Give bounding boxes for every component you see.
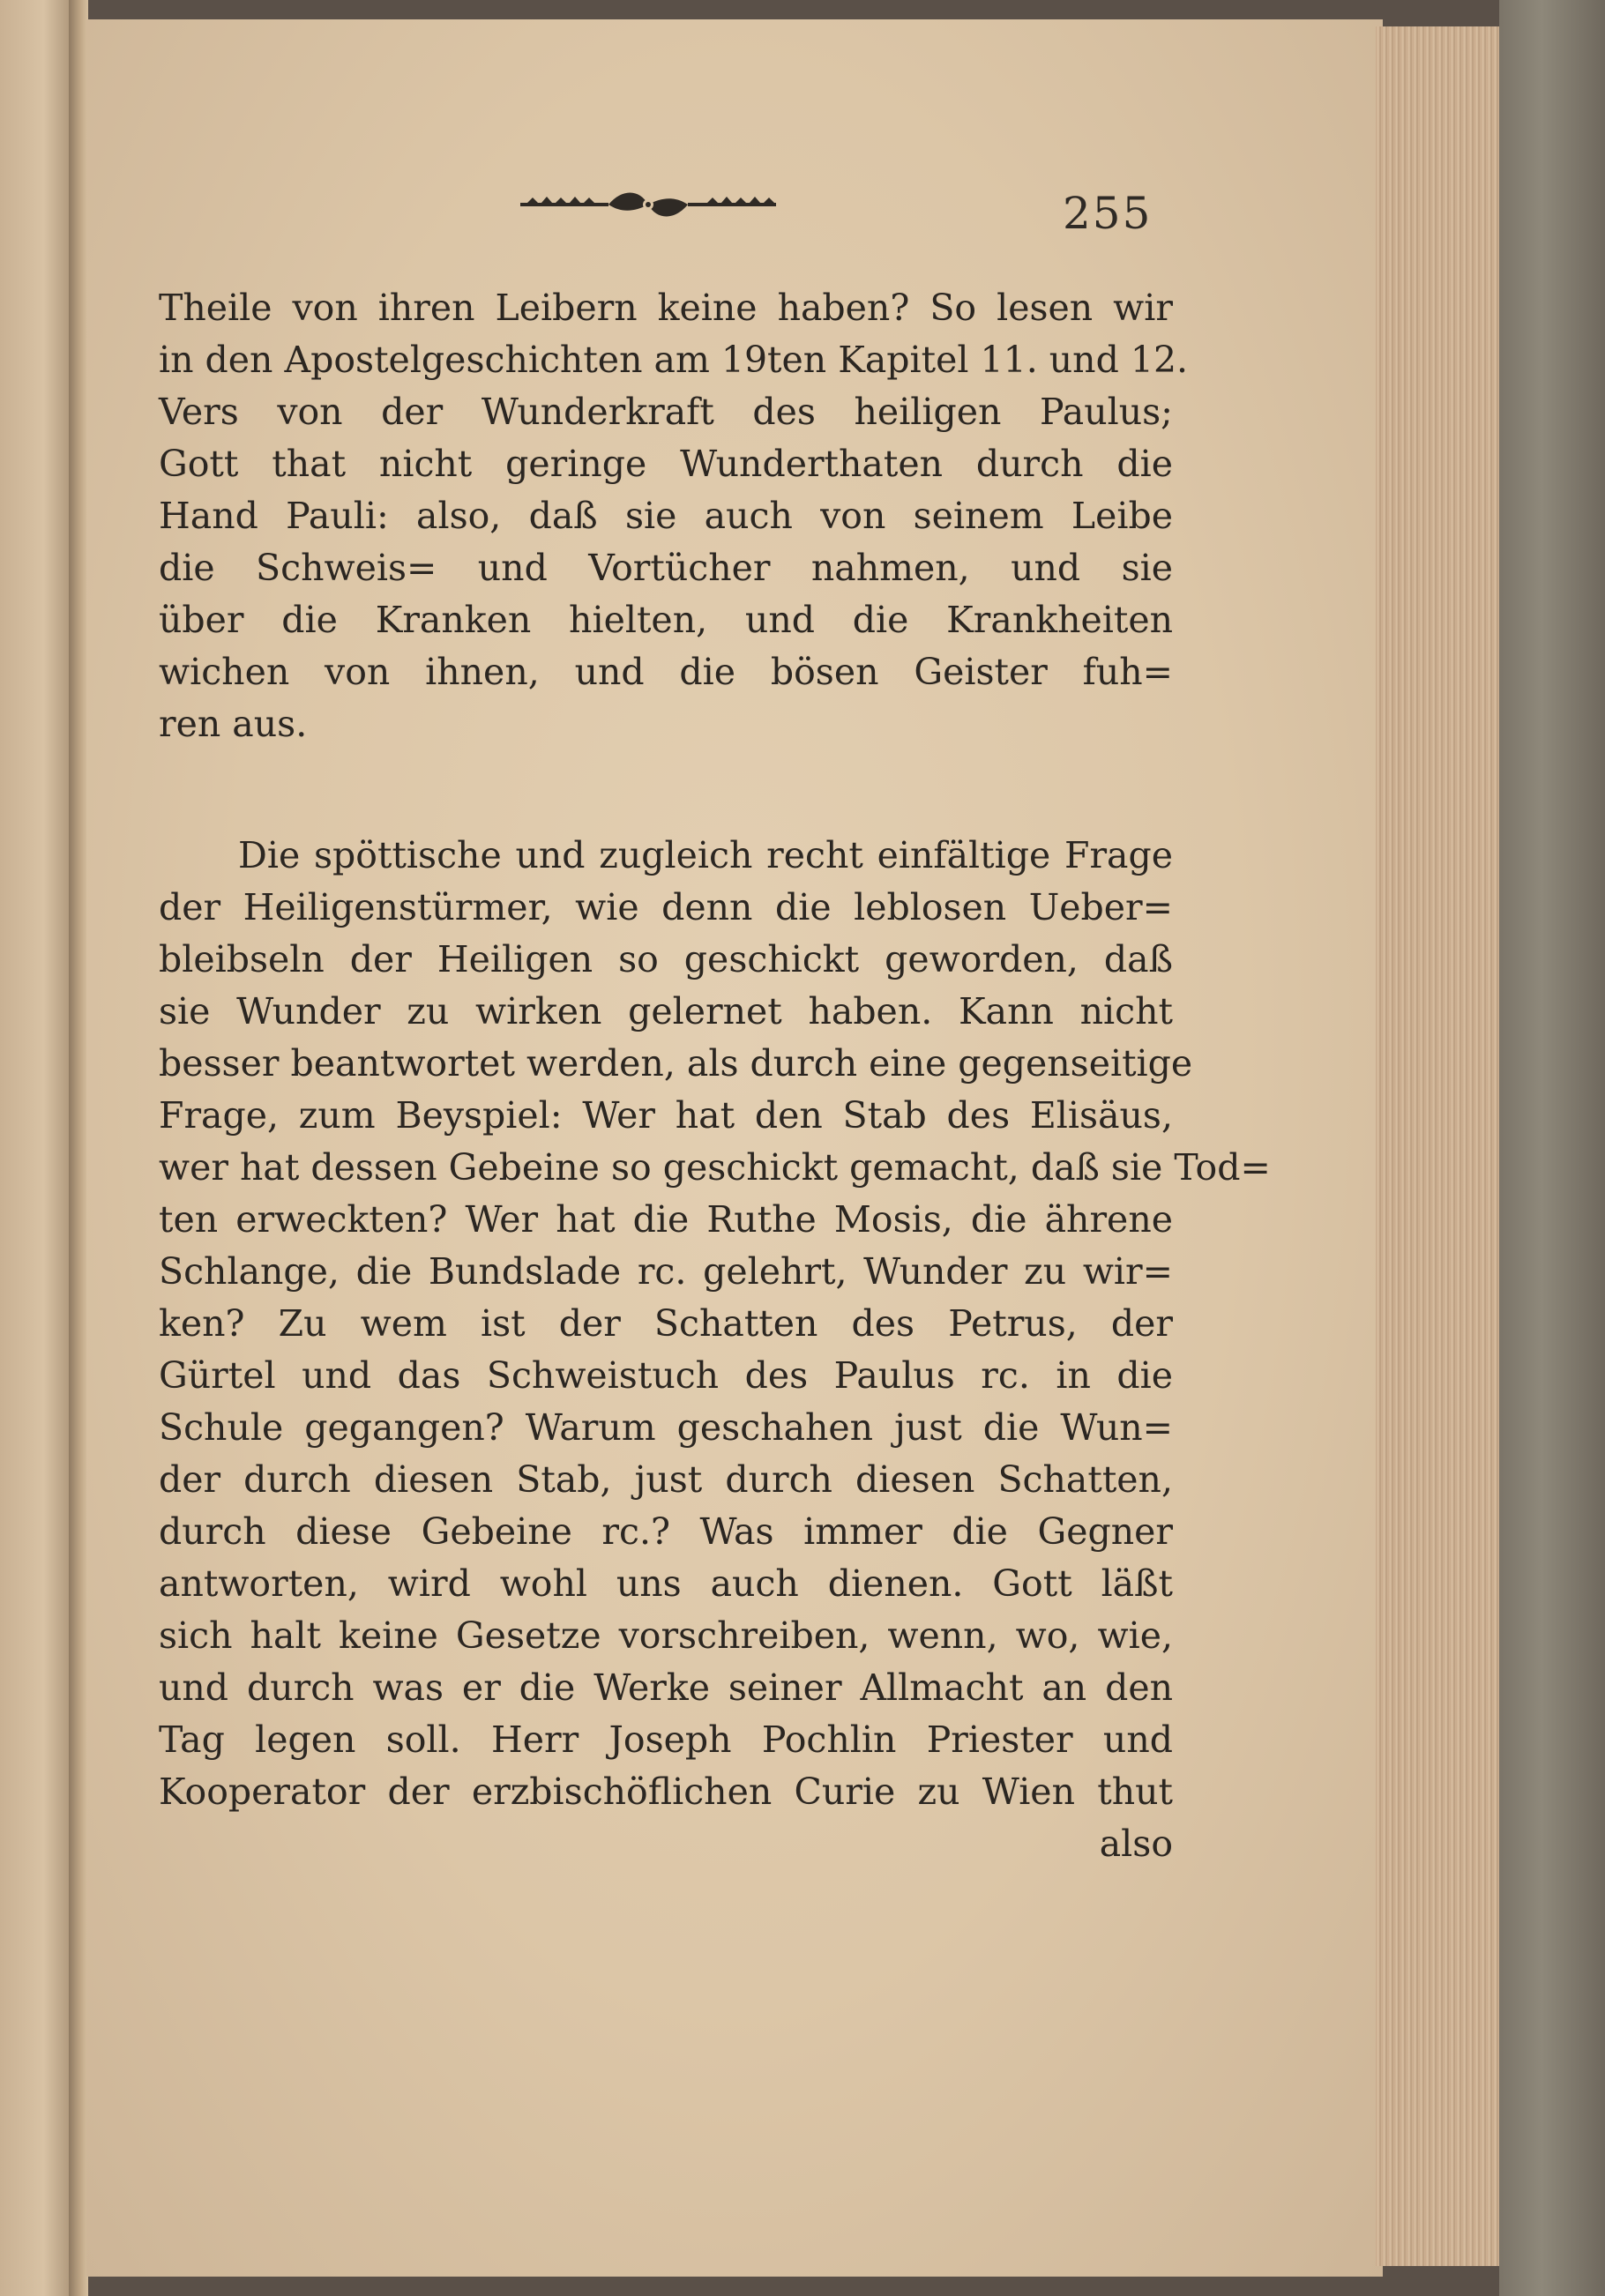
page-number: 255	[1063, 188, 1153, 239]
body-text	[159, 282, 1271, 1870]
text-line: der Heiligenstürmer, wie denn die leblosen Ueber=	[159, 886, 1173, 928]
text-line: die Schweis= und Vortücher nahmen, und sie	[159, 547, 1173, 589]
facing-page-edge	[0, 0, 79, 2296]
text-line: über die Kranken hielten, und die Krankheiten	[159, 599, 1173, 641]
text-line: Vers von der Wunderkraft des heiligen Paulus;	[159, 391, 1173, 433]
text-line: Gürtel und das Schweistuch des Paulus rc. in die	[159, 1354, 1173, 1397]
book-gutter	[69, 0, 88, 2296]
text-line: Die spöttische und zugleich recht einfältige Frage	[238, 834, 1173, 876]
text-line: sich halt keine Gesetze vorschreiben, wenn, wo, wie,	[159, 1614, 1173, 1657]
text-line: antworten, wird wohl uns auch dienen. Gott läßt	[159, 1562, 1173, 1605]
paragraph	[159, 282, 1189, 750]
text-line: sie Wunder zu wirken gelernet haben. Kann nicht	[159, 990, 1173, 1032]
text-line: Schule gegangen? Warum geschahen just die Wun=	[159, 1406, 1173, 1449]
text-line: wer hat dessen Gebeine so geschickt gemacht, daß sie Tod=	[159, 1146, 1271, 1189]
text-line: ten erweckten? Wer hat die Ruthe Mosis, die ährene	[159, 1198, 1173, 1241]
text-line: ren aus.	[159, 703, 308, 745]
paragraph-gap	[159, 750, 1173, 830]
text-line: bleibseln der Heiligen so geschickt geworden, daß	[159, 938, 1173, 980]
text-line: besser beantwortet werden, als durch eine gegenseitige	[159, 1042, 1193, 1085]
text-line: durch diese Gebeine rc.? Was immer die Gegner	[159, 1510, 1173, 1553]
text-line: in den Apostelgeschichten am 19ten Kapitel 11. und 12.	[159, 339, 1189, 381]
text-line: Gott that nicht geringe Wunderthaten durch die	[159, 443, 1173, 485]
paragraph	[159, 830, 1271, 1818]
text-line: Hand Pauli: also, daß sie auch von seinem Leibe	[159, 495, 1173, 537]
text-line: Kooperator der erzbischöflichen Curie zu Wien thut	[159, 1770, 1173, 1813]
text-line: Tag legen soll. Herr Joseph Pochlin Priester und	[159, 1718, 1173, 1761]
text-line: Theile von ihren Leibern keine haben? So lesen wir	[159, 287, 1173, 329]
text-line: ken? Zu wem ist der Schatten des Petrus, der	[159, 1302, 1173, 1345]
page-edges	[1376, 26, 1508, 2266]
catchword: also	[1099, 1823, 1173, 1865]
headpiece-ornament-icon	[520, 187, 776, 222]
text-line: der durch diesen Stab, just durch diesen Schatten,	[159, 1458, 1173, 1501]
text-line: und durch was er die Werke seiner Allmacht an den	[159, 1666, 1173, 1709]
text-line: wichen von ihnen, und die bösen Geister fuh=	[159, 651, 1173, 693]
text-line: Schlange, die Bundslade rc. gelehrt, Wunder zu wir=	[159, 1250, 1173, 1293]
text-line: Frage, zum Beyspiel: Wer hat den Stab des Elisäus,	[159, 1094, 1173, 1137]
book-cover-edge	[1499, 0, 1605, 2296]
